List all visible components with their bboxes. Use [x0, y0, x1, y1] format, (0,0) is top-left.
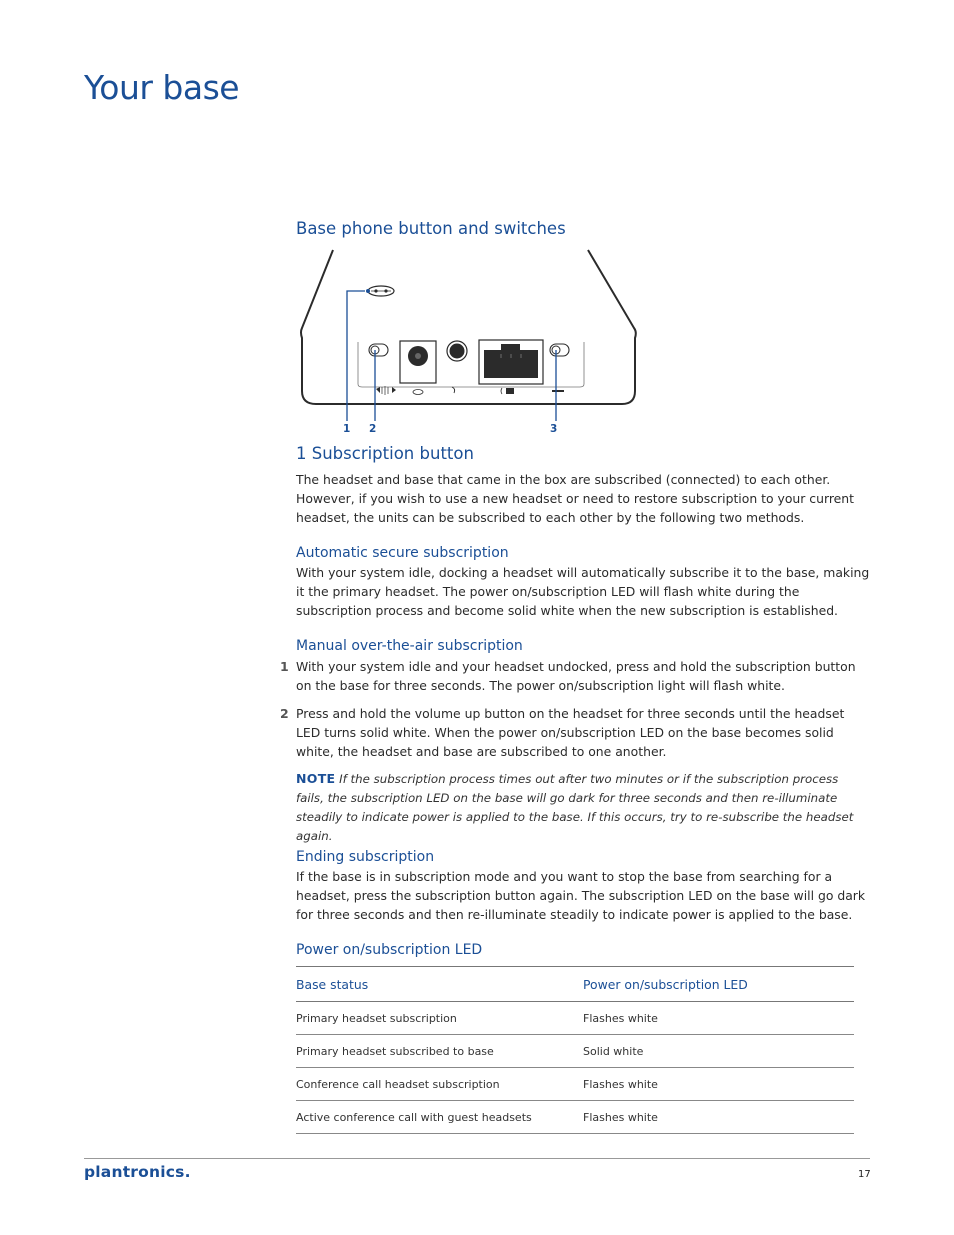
note-label: NOTE [296, 771, 336, 786]
led-table [296, 966, 854, 1134]
table-cell: Active conference call with guest headsets [296, 1101, 583, 1134]
manual-heading: Manual over-the-air subscription [296, 638, 523, 654]
left-switch [369, 344, 388, 356]
ending-body: If the base is in subscription mode and you want to stop the base from searching for a headset, press the subscription button again. The subscription LED on the base will go dark for three seconds and then re-illuminate steadily to indicate power is applied to the base. [296, 869, 866, 922]
table-row [296, 1035, 854, 1068]
table-row [296, 1002, 854, 1035]
column-header-led: Power on/subscription LED [583, 967, 854, 1002]
power-jack [400, 341, 436, 383]
phone-port [479, 340, 543, 384]
note-text: If the subscription process times out after two minutes or if the subscription process fails, the subscription LED on the base will go dark for three seconds and then re-illuminate steadily to indicate power is applied to the base. If this occurs, try to re-subscribe the headset again. [296, 772, 854, 843]
step-text-2: Press and hold the volume up button on the headset for three seconds until the headset LED turns solid white. When the power on/subscription LED on the base becomes solid white, the headset and base are subscribed to one another. [296, 706, 845, 759]
page-number: 17 [858, 1169, 871, 1180]
ending-heading: Ending subscription [296, 849, 435, 865]
step-number-1: 1 [280, 659, 289, 674]
callout-label-2: 2 [369, 423, 377, 435]
table-cell: Primary headset subscription [296, 1002, 583, 1035]
section-title: Base phone button and switches [296, 219, 566, 238]
table-header-row [296, 967, 854, 1002]
footer-divider [84, 1158, 870, 1159]
page-title: Your base [84, 68, 240, 107]
table-row [296, 1068, 854, 1101]
step-number-2: 2 [280, 706, 289, 721]
table-cell: Flashes white [583, 1068, 854, 1101]
subscription-symbol-icon [368, 286, 394, 296]
right-switch [550, 344, 569, 356]
led-table-heading: Power on/subscription LED [296, 942, 483, 958]
column-header-base-status: Base status [296, 967, 583, 1002]
note [296, 769, 861, 846]
automatic-body: With your system idle, docking a headset will automatically subscribe it to the base, making it the primary headset. The power on/subscription LED will flash white during the subscription process and become solid white when the new subscription is established. [296, 565, 870, 618]
base-body-outline [301, 250, 636, 404]
plantronics-logo: plantronics. [84, 1163, 191, 1181]
table-cell: Flashes white [583, 1101, 854, 1134]
table-row [296, 1101, 854, 1134]
callout-dots [366, 289, 370, 293]
subscription-heading: 1 Subscription button [296, 444, 474, 463]
subscription-intro: The headset and base that came in the box are subscribed (connected) to each other. However, if you wish to use a new headset or need to restore subscription to your current headset, the units can be subscribed to each other by the following two methods. [296, 472, 855, 525]
callout-label-1: 1 [343, 423, 351, 435]
table-cell: Conference call headset subscription [296, 1068, 583, 1101]
audio-jack [447, 341, 467, 361]
automatic-heading: Automatic secure subscription [296, 545, 509, 561]
table-cell: Solid white [583, 1035, 854, 1068]
base-diagram [296, 246, 646, 442]
table-cell: Flashes white [583, 1002, 854, 1035]
step-text-1: With your system idle and your headset undocked, press and hold the subscription button on the base for three seconds. The power on/subscription light will flash white. [296, 659, 856, 693]
callout-label-3: 3 [550, 423, 558, 435]
table-cell: Primary headset subscribed to base [296, 1035, 583, 1068]
